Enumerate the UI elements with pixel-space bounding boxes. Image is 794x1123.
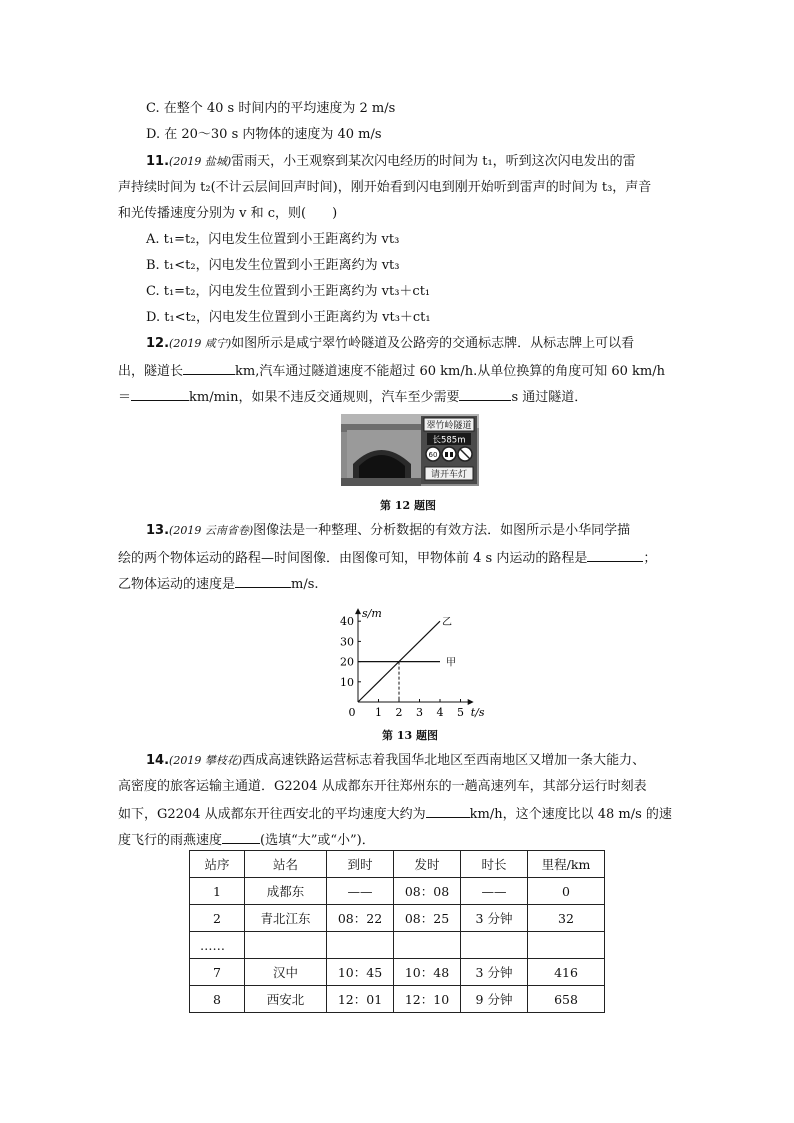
q13-text-2a: 绘的两个物体运动的路程—时间图像．由图像可知，甲物体前 4 s 内运动的路程是 xyxy=(118,551,588,566)
timetable-header: 站序 xyxy=(190,851,245,878)
table-cell xyxy=(394,932,461,959)
sign-lights-note: 请开车灯 xyxy=(430,470,468,480)
table-row xyxy=(190,986,605,1013)
q14-source: (2019 攀枝花) xyxy=(169,754,243,767)
q12-text-3c: s 通过隧道． xyxy=(511,390,588,405)
y-tick-label: 10 xyxy=(340,675,354,689)
q12-number: 12. xyxy=(146,336,170,351)
q11-option-b: B. t₁<t₂，闪电发生位置到小王距离约为 vt₃ xyxy=(146,258,400,273)
table-row xyxy=(190,932,605,959)
q14-line-2: 高密度的旅客运输主通道．G2204 从成都东开往郑州东的一趟高速列车，其部分运行时刻表 xyxy=(118,779,647,794)
table-cell: 西安北 xyxy=(245,986,327,1013)
timetable-header: 到时 xyxy=(327,851,394,878)
q14-text-4a: 度飞行的雨燕速度 xyxy=(118,833,223,848)
table-cell: 10：45 xyxy=(327,959,394,986)
q13-blank-speed[interactable] xyxy=(235,574,291,588)
q14-blank-compare[interactable] xyxy=(222,830,260,844)
series-label: 乙 xyxy=(442,617,452,629)
q13-line-2 xyxy=(118,548,656,568)
train-timetable xyxy=(189,850,605,1013)
table-cell: 3 分钟 xyxy=(461,959,528,986)
timetable-header: 里程/km xyxy=(528,851,605,878)
sign-speed-limit: 60 xyxy=(428,451,438,459)
q12-blank-speed[interactable] xyxy=(131,387,189,401)
q11-line-2: 声持续时间为 t₂(不计云层间回声时间)，刚开始看到闪电到刚开始听到雷声的时间为 t₃，声音 xyxy=(118,180,652,195)
table-cell: 12：01 xyxy=(327,986,394,1013)
q13-line-3 xyxy=(118,574,319,594)
table-cell: 658 xyxy=(528,986,605,1013)
q12-source: (2019 咸宁) xyxy=(169,337,232,350)
q13-line-1 xyxy=(146,522,630,540)
q10-option-c: C. 在整个 40 s 时间内的平均速度为 2 m/s xyxy=(146,101,396,116)
x-axis-label: t/s xyxy=(470,706,485,718)
x-tick-label: 2 xyxy=(395,706,403,718)
table-cell: 3 分钟 xyxy=(461,905,528,932)
q13-text-1: 图像法是一种整理、分析数据的有效方法．如图所示是小华同学描 xyxy=(253,523,631,538)
y-axis-arrow xyxy=(355,608,361,614)
q13-text-3a: 乙物体运动的速度是 xyxy=(118,577,236,592)
q13-figure-caption: 第 13 题图 xyxy=(382,729,438,742)
x-tick-label: 4 xyxy=(436,706,444,718)
q14-text-3a: 如下，G2204 从成都东开往西安北的平均速度大约为 xyxy=(118,807,426,822)
table-cell: 1 xyxy=(190,878,245,905)
x-tick-label: 5 xyxy=(457,706,464,718)
q12-blank-length[interactable] xyxy=(183,361,235,375)
sign-tunnel-length: 长585m xyxy=(432,435,466,446)
table-cell: 7 xyxy=(190,959,245,986)
q11-number: 11. xyxy=(146,154,170,169)
x-axis-arrow xyxy=(468,699,474,705)
table-cell: 9 分钟 xyxy=(461,986,528,1013)
table-cell: 青北江东 xyxy=(245,905,327,932)
table-cell: 2 xyxy=(190,905,245,932)
q12-text-1: 如图所示是咸宁翠竹岭隧道及公路旁的交通标志牌．从标志牌上可以看 xyxy=(231,336,635,351)
q13-blank-distance[interactable] xyxy=(587,548,643,562)
x-tick-label: 3 xyxy=(416,706,423,718)
q14-line-4 xyxy=(118,830,375,850)
y-tick-label: 20 xyxy=(340,655,354,669)
table-cell: 08：25 xyxy=(394,905,461,932)
q14-blank-speed[interactable] xyxy=(426,804,470,818)
q11-line-1 xyxy=(146,153,636,171)
q11-option-d: D. t₁<t₂，闪电发生位置到小王距离约为 vt₃＋ct₁ xyxy=(146,310,431,325)
table-cell: 08：22 xyxy=(327,905,394,932)
table-cell: 10：48 xyxy=(394,959,461,986)
q12-text-3b: km/min，如果不违反交通规则，汽车至少需要 xyxy=(189,390,460,405)
q10-option-d: D. 在 20～30 s 内物体的速度为 40 m/s xyxy=(146,127,382,142)
table-row xyxy=(190,905,605,932)
q14-text-3b: km/h，这个速度比以 48 m/s 的速 xyxy=(469,807,672,822)
table-cell xyxy=(461,932,528,959)
table-cell xyxy=(528,932,605,959)
q12-line-2 xyxy=(118,361,665,381)
q12-figure-caption: 第 12 题图 xyxy=(380,499,436,512)
table-cell xyxy=(245,932,327,959)
q11-line-3: 和光传播速度分别为 v 和 c，则( ) xyxy=(118,206,338,221)
distance-time-chart xyxy=(334,596,494,718)
q11-option-a: A. t₁=t₂，闪电发生位置到小王距离约为 vt₃ xyxy=(146,232,400,247)
table-cell: 成都东 xyxy=(245,878,327,905)
q12-blank-time[interactable] xyxy=(459,387,511,401)
series-label: 甲 xyxy=(446,657,456,669)
y-tick-label: 40 xyxy=(340,615,354,629)
q11-option-c: C. t₁=t₂，闪电发生位置到小王距离约为 vt₃＋ct₁ xyxy=(146,284,431,299)
q14-line-3 xyxy=(118,804,672,824)
table-cell: 0 xyxy=(528,878,605,905)
sign-tunnel-name: 翠竹岭隧道 xyxy=(426,421,472,431)
q13-text-2b: ； xyxy=(643,551,657,566)
q14-line-1 xyxy=(146,752,645,770)
tunnel-sign-photo xyxy=(341,414,479,486)
table-cell: 汉中 xyxy=(245,959,327,986)
x-tick-label: 0 xyxy=(348,706,356,718)
q12-text-2b: km,汽车通过隧道速度不能超过 60 km/h.从单位换算的角度可知 60 km/h xyxy=(235,364,666,379)
table-cell: 416 xyxy=(528,959,605,986)
table-cell: 08：08 xyxy=(394,878,461,905)
no-overtaking-icon xyxy=(442,447,456,461)
y-axis-label: s/m xyxy=(362,607,382,621)
q14-text-4b: (选填“大”或“小”)． xyxy=(260,833,375,848)
timetable-header: 时长 xyxy=(461,851,528,878)
table-row xyxy=(190,959,605,986)
q13-source: (2019 云南省卷) xyxy=(169,524,254,537)
q11-source: (2019 盐城) xyxy=(169,155,232,168)
timetable-header: 发时 xyxy=(394,851,461,878)
q12-text-2a: 出，隧道长 xyxy=(118,364,184,379)
table-cell: …… xyxy=(190,932,245,959)
q11-text-1: 雷雨天，小王观察到某次闪电经历的时间为 t₁，听到这次闪电发出的雷 xyxy=(231,154,636,169)
q12-line-3 xyxy=(118,387,587,407)
table-cell: 12：10 xyxy=(394,986,461,1013)
q13-text-3b: m/s. xyxy=(291,577,319,592)
timetable-header: 站名 xyxy=(245,851,327,878)
q13-number: 13. xyxy=(146,523,170,538)
table-cell: —— xyxy=(327,878,394,905)
q12-line-1 xyxy=(146,335,634,353)
table-row xyxy=(190,878,605,905)
q14-text-1: 西成高速铁路运营标志着我国华北地区至西南地区又增加一条大能力、 xyxy=(242,753,646,768)
table-cell: 32 xyxy=(528,905,605,932)
q14-number: 14. xyxy=(146,753,170,768)
q12-text-3a: ＝ xyxy=(118,390,132,405)
x-tick-label: 1 xyxy=(375,706,382,718)
table-cell: 8 xyxy=(190,986,245,1013)
y-tick-label: 30 xyxy=(340,635,354,649)
timetable-header-row xyxy=(190,851,605,878)
table-cell: —— xyxy=(461,878,528,905)
table-cell xyxy=(327,932,394,959)
